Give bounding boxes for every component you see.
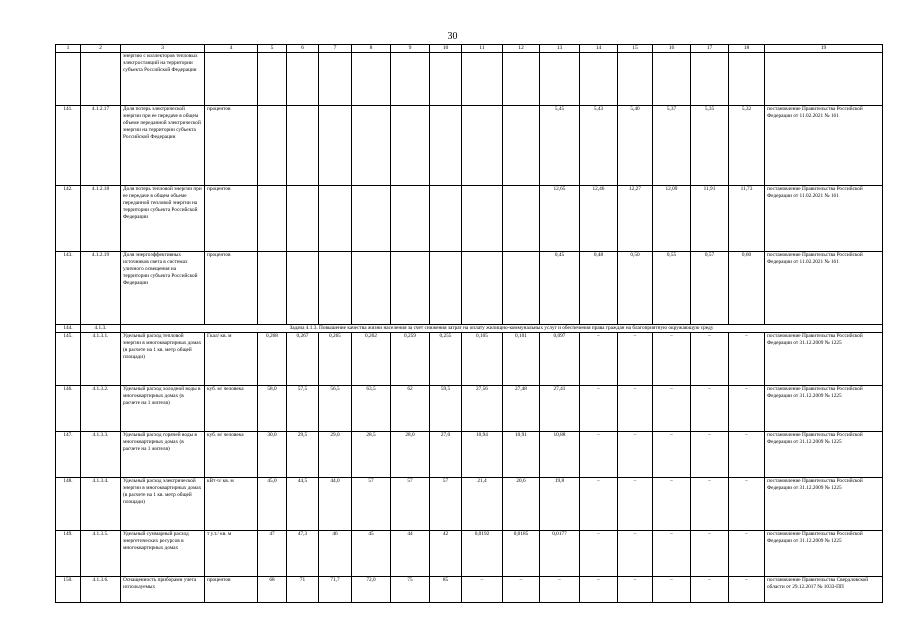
value-cell: –: [691, 432, 729, 478]
value-cell: [258, 106, 287, 186]
code-cell: 4.1.3.1.: [81, 333, 121, 386]
value-cell: [287, 186, 319, 252]
value-cell: 19,8: [540, 478, 580, 531]
source-document-cell: постановление Правительства Российской Федерации от 31.12.2009 № 1225: [765, 531, 883, 577]
column-number-cell: 10: [430, 45, 462, 53]
source-document-cell: постановление Правительства Российской Федерации от 31.12.2009 № 1225: [765, 333, 883, 386]
unit-cell: куб. м/ человека: [205, 386, 258, 432]
value-cell: –: [729, 531, 765, 577]
row-number-cell: 142.: [56, 186, 81, 252]
value-cell: 28,0: [391, 432, 430, 478]
value-cell: 56,5: [319, 386, 352, 432]
value-cell: 5,40: [618, 106, 653, 186]
unit-cell: кВт·ч/ кв. м: [205, 478, 258, 531]
unit-cell: куб. м/ человека: [205, 432, 258, 478]
row-number-cell: 143.: [56, 252, 81, 325]
value-cell: [462, 106, 503, 186]
indicator-name-cell: Доля потерь электрической энергии при ее передаче в общем объеме переданной электрической энергии на территории субъекта Российской Федерации: [121, 106, 205, 186]
value-cell: 42: [430, 531, 462, 577]
value-cell: [319, 252, 352, 325]
table-row: [56, 386, 883, 432]
value-cell: 0,268: [258, 333, 287, 386]
row-number-cell: 141.: [56, 106, 81, 186]
value-cell: [503, 252, 540, 325]
value-cell: –: [540, 577, 580, 603]
value-cell: [462, 53, 503, 106]
value-cell: 0,45: [540, 252, 580, 325]
row-number-cell: 145.: [56, 333, 81, 386]
value-cell: 12,09: [653, 186, 691, 252]
column-number-cell: 18: [729, 45, 765, 53]
code-cell: 4.1.3.6.: [81, 577, 121, 603]
value-cell: 0,50: [618, 252, 653, 325]
table-row: [56, 186, 883, 252]
value-cell: 0,262: [352, 333, 391, 386]
code-cell: 4.1.2.19: [81, 252, 121, 325]
value-cell: 71: [287, 577, 319, 603]
column-number-cell: 13: [540, 45, 580, 53]
source-document-cell: постановление Правительства Российской Федерации от 11.02.2021 № 161: [765, 252, 883, 325]
value-cell: [503, 53, 540, 106]
value-cell: –: [729, 333, 765, 386]
value-cell: [287, 252, 319, 325]
column-number-cell: 16: [653, 45, 691, 53]
row-number-cell: [56, 53, 81, 106]
value-cell: [287, 106, 319, 186]
value-cell: 0,265: [319, 333, 352, 386]
value-cell: 0,55: [653, 252, 691, 325]
value-cell: –: [729, 577, 765, 603]
value-cell: 29,0: [319, 432, 352, 478]
value-cell: 44,5: [287, 478, 319, 531]
code-cell: 4.1.3.4.: [81, 478, 121, 531]
unit-cell: процентов: [205, 186, 258, 252]
value-cell: 59,5: [430, 386, 462, 432]
value-cell: [540, 53, 580, 106]
code-cell: 4.1.3.: [81, 325, 121, 333]
value-cell: 44: [391, 531, 430, 577]
value-cell: 68: [258, 577, 287, 603]
value-cell: –: [691, 478, 729, 531]
value-cell: [352, 186, 391, 252]
value-cell: [618, 53, 653, 106]
value-cell: 71,7: [319, 577, 352, 603]
column-number-cell: 5: [258, 45, 287, 53]
unit-cell: процентов: [205, 577, 258, 603]
value-cell: 46: [319, 531, 352, 577]
value-cell: –: [462, 577, 503, 603]
value-cell: –: [618, 386, 653, 432]
value-cell: 11,73: [729, 186, 765, 252]
value-cell: –: [653, 478, 691, 531]
value-cell: [653, 53, 691, 106]
value-cell: 47: [258, 531, 287, 577]
value-cell: 21,4: [462, 478, 503, 531]
table-row: [56, 531, 883, 577]
value-cell: [258, 186, 287, 252]
value-cell: –: [729, 432, 765, 478]
value-cell: –: [580, 531, 618, 577]
value-cell: 28,5: [352, 432, 391, 478]
value-cell: 57: [352, 478, 391, 531]
indicator-name-cell: Удельный расход электрической энергии в многоквартирных домах (в расчете на 1 кв. метр общей площади): [121, 478, 205, 531]
value-cell: –: [653, 577, 691, 603]
value-cell: [391, 106, 430, 186]
value-cell: 85: [430, 577, 462, 603]
value-cell: –: [653, 333, 691, 386]
table-row: [56, 333, 883, 386]
value-cell: –: [691, 531, 729, 577]
code-cell: 4.1.3.5.: [81, 531, 121, 577]
indicator-name-cell: Доля потерь тепловой энергии при ее передаче в общем объеме переданной тепловой энергии на территории субъекта Российской Федерации: [121, 186, 205, 252]
column-number-cell: 17: [691, 45, 729, 53]
code-cell: 4.1.3.3.: [81, 432, 121, 478]
value-cell: –: [691, 333, 729, 386]
value-cell: 0,0192: [462, 531, 503, 577]
source-document-cell: постановление Правительства Российской Федерации от 11.02.2021 № 161: [765, 106, 883, 186]
value-cell: 20,6: [503, 478, 540, 531]
table-row: [56, 577, 883, 603]
indicator-name-cell: Удельный расход тепловой энергии в многоквартирных домах (в расчете на 1 кв. метр общей площади): [121, 333, 205, 386]
value-cell: 57,5: [287, 386, 319, 432]
value-cell: –: [580, 478, 618, 531]
value-cell: –: [580, 577, 618, 603]
value-cell: 10,94: [462, 432, 503, 478]
value-cell: –: [729, 386, 765, 432]
value-cell: [319, 186, 352, 252]
table-row: [56, 53, 883, 106]
value-cell: [430, 252, 462, 325]
row-number-cell: 147.: [56, 432, 81, 478]
table-row: [56, 478, 883, 531]
value-cell: 0,0177: [540, 531, 580, 577]
row-number-cell: 150.: [56, 577, 81, 603]
value-cell: [352, 53, 391, 106]
column-number-cell: 15: [618, 45, 653, 53]
code-cell: 4.1.2.18: [81, 186, 121, 252]
source-document-cell: постановление Правительства Свердловской области от 29.12.2017 № 1033-ПП: [765, 577, 883, 603]
source-document-cell: [765, 53, 883, 106]
indicator-name-cell: Удельный расход горячей воды в многоквартирных домах (в расчете на 1 жителя): [121, 432, 205, 478]
value-cell: 29,5: [287, 432, 319, 478]
code-cell: [81, 53, 121, 106]
value-cell: –: [729, 478, 765, 531]
value-cell: [462, 252, 503, 325]
value-cell: [462, 186, 503, 252]
page-number: 30: [447, 31, 458, 42]
value-cell: –: [580, 386, 618, 432]
value-cell: [430, 53, 462, 106]
value-cell: 0,105: [462, 333, 503, 386]
value-cell: [391, 252, 430, 325]
value-cell: 12,65: [540, 186, 580, 252]
value-cell: 12,46: [580, 186, 618, 252]
value-cell: [391, 186, 430, 252]
value-cell: [258, 53, 287, 106]
value-cell: 0,259: [391, 333, 430, 386]
value-cell: –: [618, 577, 653, 603]
value-cell: –: [653, 531, 691, 577]
value-cell: 0,0185: [503, 531, 540, 577]
value-cell: [258, 252, 287, 325]
value-cell: 0,60: [729, 252, 765, 325]
column-number-cell: 3: [121, 45, 205, 53]
table-row: [56, 432, 883, 478]
value-cell: 57: [430, 478, 462, 531]
value-cell: 44,0: [319, 478, 352, 531]
value-cell: 75: [391, 577, 430, 603]
column-number-cell: 11: [462, 45, 503, 53]
column-number-row: [56, 45, 883, 53]
column-number-cell: 4: [205, 45, 258, 53]
indicators-table: [55, 44, 883, 603]
value-cell: 27,48: [503, 386, 540, 432]
value-cell: 12,27: [618, 186, 653, 252]
code-cell: 4.1.2.17: [81, 106, 121, 186]
value-cell: 30,0: [258, 432, 287, 478]
value-cell: –: [618, 478, 653, 531]
value-cell: 27,41: [540, 386, 580, 432]
value-cell: 0,097: [540, 333, 580, 386]
task-row: [56, 325, 883, 333]
value-cell: 5,37: [653, 106, 691, 186]
value-cell: [430, 106, 462, 186]
table-row: [56, 252, 883, 325]
indicator-name-cell: Удельный суммарный расход энергетических ресурсов в многоквартирных домах: [121, 531, 205, 577]
source-document-cell: постановление Правительства Российской Федерации от 11.02.2021 № 161: [765, 186, 883, 252]
value-cell: –: [618, 531, 653, 577]
value-cell: 5,35: [691, 106, 729, 186]
column-number-cell: 2: [81, 45, 121, 53]
value-cell: [391, 53, 430, 106]
indicator-name-cell: Доля энергоэффективных источников света в системах уличного освещения на территории субъекта Российской Федерации: [121, 252, 205, 325]
value-cell: [580, 53, 618, 106]
value-cell: [691, 53, 729, 106]
value-cell: –: [653, 386, 691, 432]
row-number-cell: 148.: [56, 478, 81, 531]
task-title-cell: Задача 4.1.3. Повышение качества жизни населения за счет снижения затрат на оплату жилищно-коммунальных услуг и обеспечения права граждан на благоприятную окружающую среду: [121, 325, 883, 333]
value-cell: 10,91: [503, 432, 540, 478]
unit-cell: т у.т./ кв. м: [205, 531, 258, 577]
unit-cell: Гкал/ кв. м: [205, 333, 258, 386]
column-number-cell: 1: [56, 45, 81, 53]
column-number-cell: 8: [352, 45, 391, 53]
value-cell: –: [653, 432, 691, 478]
value-cell: –: [580, 333, 618, 386]
value-cell: 58,0: [258, 386, 287, 432]
value-cell: –: [580, 432, 618, 478]
value-cell: [319, 106, 352, 186]
indicator-name-cell: Оснащенность приборами учета используемых: [121, 577, 205, 603]
value-cell: 72,0: [352, 577, 391, 603]
source-document-cell: постановление Правительства Российской Федерации от 31.12.2009 № 1225: [765, 478, 883, 531]
value-cell: –: [618, 333, 653, 386]
unit-cell: процентов: [205, 106, 258, 186]
value-cell: [503, 186, 540, 252]
value-cell: 5,43: [580, 106, 618, 186]
column-number-cell: 12: [503, 45, 540, 53]
value-cell: –: [691, 577, 729, 603]
value-cell: 5,32: [729, 106, 765, 186]
value-cell: 45,0: [258, 478, 287, 531]
value-cell: 57: [391, 478, 430, 531]
value-cell: 0,48: [580, 252, 618, 325]
value-cell: 11,91: [691, 186, 729, 252]
row-number-cell: 144.: [56, 325, 81, 333]
value-cell: 0,101: [503, 333, 540, 386]
value-cell: –: [618, 432, 653, 478]
value-cell: [352, 106, 391, 186]
value-cell: [503, 106, 540, 186]
value-cell: 47,3: [287, 531, 319, 577]
value-cell: [729, 53, 765, 106]
value-cell: 27,56: [462, 386, 503, 432]
code-cell: 4.1.3.2.: [81, 386, 121, 432]
column-number-cell: 6: [287, 45, 319, 53]
row-number-cell: 146.: [56, 386, 81, 432]
value-cell: –: [691, 386, 729, 432]
column-number-cell: 19: [765, 45, 883, 53]
value-cell: 45: [352, 531, 391, 577]
indicator-name-cell: Удельный расход холодной воды в многоквартирных домах (в расчете на 1 жителя): [121, 386, 205, 432]
value-cell: [319, 53, 352, 106]
value-cell: [430, 186, 462, 252]
value-cell: 62: [391, 386, 430, 432]
column-number-cell: 7: [319, 45, 352, 53]
value-cell: 27,0: [430, 432, 462, 478]
column-number-cell: 14: [580, 45, 618, 53]
value-cell: 0,267: [287, 333, 319, 386]
column-number-cell: 9: [391, 45, 430, 53]
table-row: [56, 106, 883, 186]
value-cell: 0,255: [430, 333, 462, 386]
unit-cell: процентов: [205, 252, 258, 325]
value-cell: –: [503, 577, 540, 603]
value-cell: 0,57: [691, 252, 729, 325]
value-cell: [287, 53, 319, 106]
value-cell: 10,88: [540, 432, 580, 478]
unit-cell: [205, 53, 258, 106]
source-document-cell: постановление Правительства Российской Федерации от 31.12.2009 № 1225: [765, 386, 883, 432]
source-document-cell: постановление Правительства Российской Федерации от 31.12.2009 № 1225: [765, 432, 883, 478]
value-cell: [352, 252, 391, 325]
value-cell: 5,45: [540, 106, 580, 186]
indicator-name-cell: энергию с коллекторов тепловых электростанций на территории субъекта Российской Федерации: [121, 53, 205, 106]
value-cell: 63,5: [352, 386, 391, 432]
row-number-cell: 149.: [56, 531, 81, 577]
